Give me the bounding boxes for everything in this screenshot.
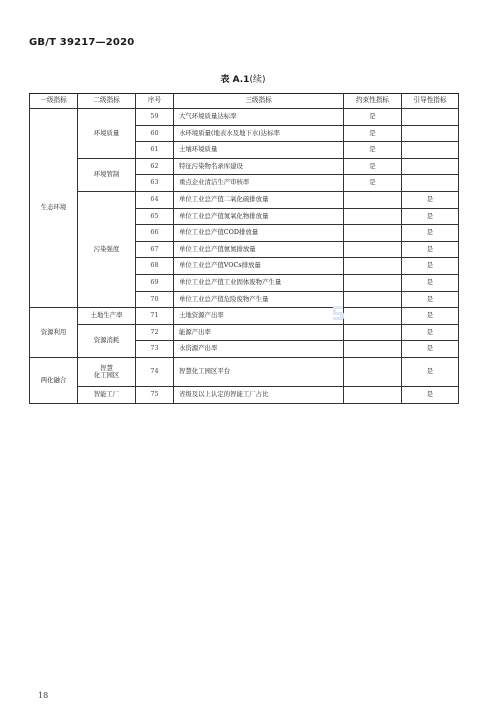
indicator-name: 单位工业总产值工业固体废物产生量 (174, 274, 344, 291)
row-number: 60 (136, 125, 174, 142)
row-number: 61 (136, 142, 174, 159)
guide-cell: 是 (402, 225, 459, 242)
indicator-name: 土地资源产出率 (174, 308, 344, 325)
level1-cell: 生态环境 (30, 109, 78, 308)
table-header-row (30, 94, 459, 109)
row-number: 70 (136, 291, 174, 308)
constraint-cell: 是 (344, 142, 402, 159)
indicator-name: 智慧化工园区平台 (174, 357, 344, 386)
guide-cell: 是 (402, 191, 459, 208)
table-title (0, 72, 486, 85)
indicator-name: 单位工业总产值氮氧化物排放量 (174, 208, 344, 225)
row-number: 74 (136, 357, 174, 386)
constraint-cell (344, 208, 402, 225)
row-number: 73 (136, 341, 174, 358)
column-header: 一级指标 (30, 94, 78, 109)
indicator-name: 重点企业清洁生产审核率 (174, 175, 344, 192)
table-row (30, 386, 459, 403)
guide-cell: 是 (402, 386, 459, 403)
indicator-name: 能源产出率 (174, 324, 344, 341)
level2-cell: 污染强度 (78, 191, 136, 307)
column-header: 约束性指标 (344, 94, 402, 109)
row-number: 71 (136, 308, 174, 325)
row-number: 66 (136, 225, 174, 242)
row-number: 75 (136, 386, 174, 403)
guide-cell: 是 (402, 274, 459, 291)
row-number: 64 (136, 191, 174, 208)
row-number: 63 (136, 175, 174, 192)
level2-cell: 智慧 化工园区 (78, 357, 136, 386)
indicator-name: 单位工业总产值VOCs排放量 (174, 258, 344, 275)
level2-cell: 资源消耗 (78, 324, 136, 357)
guide-cell (402, 109, 459, 126)
row-number: 67 (136, 241, 174, 258)
level2-cell: 环境质量 (78, 109, 136, 159)
constraint-cell (344, 225, 402, 242)
constraint-cell (344, 341, 402, 358)
constraint-cell: 是 (344, 158, 402, 175)
guide-cell: 是 (402, 308, 459, 325)
guide-cell: 是 (402, 241, 459, 258)
constraint-cell (344, 274, 402, 291)
constraint-cell: 是 (344, 175, 402, 192)
indicator-table (29, 93, 459, 404)
column-header: 序号 (136, 94, 174, 109)
guide-cell: 是 (402, 291, 459, 308)
table-title-prefix: 表 A.1 (220, 75, 250, 85)
indicator-name: 特征污染物名录库建设 (174, 158, 344, 175)
indicator-name: 省级及以上认定的智能工厂占比 (174, 386, 344, 403)
guide-cell: 是 (402, 357, 459, 386)
table-row (30, 357, 459, 386)
row-number: 69 (136, 274, 174, 291)
table-row (30, 158, 459, 175)
row-number: 65 (136, 208, 174, 225)
indicator-name: 单位工业总产值COD排放量 (174, 225, 344, 242)
guide-cell: 是 (402, 341, 459, 358)
indicator-name: 水资源产出率 (174, 341, 344, 358)
table-row (30, 308, 459, 325)
indicator-name: 大气环境质量达标率 (174, 109, 344, 126)
table-row (30, 109, 459, 126)
guide-cell (402, 125, 459, 142)
level1-cell: 两化融合 (30, 357, 78, 403)
row-number: 72 (136, 324, 174, 341)
constraint-cell: 是 (344, 109, 402, 126)
guide-cell: 是 (402, 324, 459, 341)
constraint-cell (344, 258, 402, 275)
constraint-cell (344, 308, 402, 325)
standard-code: GB/T 39217—2020 (29, 37, 135, 48)
guide-cell (402, 158, 459, 175)
constraint-cell: 是 (344, 125, 402, 142)
level2-cell: 智能工厂 (78, 386, 136, 403)
constraint-cell (344, 191, 402, 208)
indicator-name: 单位工业总产值二氧化硫排放量 (174, 191, 344, 208)
table-row (30, 324, 459, 341)
column-header: 三级指标 (174, 94, 344, 109)
indicator-name: 水环境质量(地表水及地下水)达标率 (174, 125, 344, 142)
row-number: 62 (136, 158, 174, 175)
table-title-suffix: (续) (249, 75, 266, 85)
indicator-name: 单位工业总产值危险废物产生量 (174, 291, 344, 308)
indicator-name: 单位工业总产值氨氮排放量 (174, 241, 344, 258)
page-number: 18 (38, 691, 49, 700)
guide-cell: 是 (402, 258, 459, 275)
guide-cell (402, 175, 459, 192)
indicator-name: 土壤环境质量 (174, 142, 344, 159)
column-header: 引导性指标 (402, 94, 459, 109)
column-header: 二级指标 (78, 94, 136, 109)
constraint-cell (344, 241, 402, 258)
level1-cell: 资源利用 (30, 308, 78, 358)
guide-cell (402, 142, 459, 159)
row-number: 59 (136, 109, 174, 126)
constraint-cell (344, 324, 402, 341)
constraint-cell (344, 386, 402, 403)
level2-cell: 环境管制 (78, 158, 136, 191)
constraint-cell (344, 357, 402, 386)
row-number: 68 (136, 258, 174, 275)
watermark-logo (331, 305, 345, 321)
guide-cell: 是 (402, 208, 459, 225)
table-row (30, 191, 459, 208)
level2-cell: 土地生产率 (78, 308, 136, 325)
constraint-cell (344, 291, 402, 308)
